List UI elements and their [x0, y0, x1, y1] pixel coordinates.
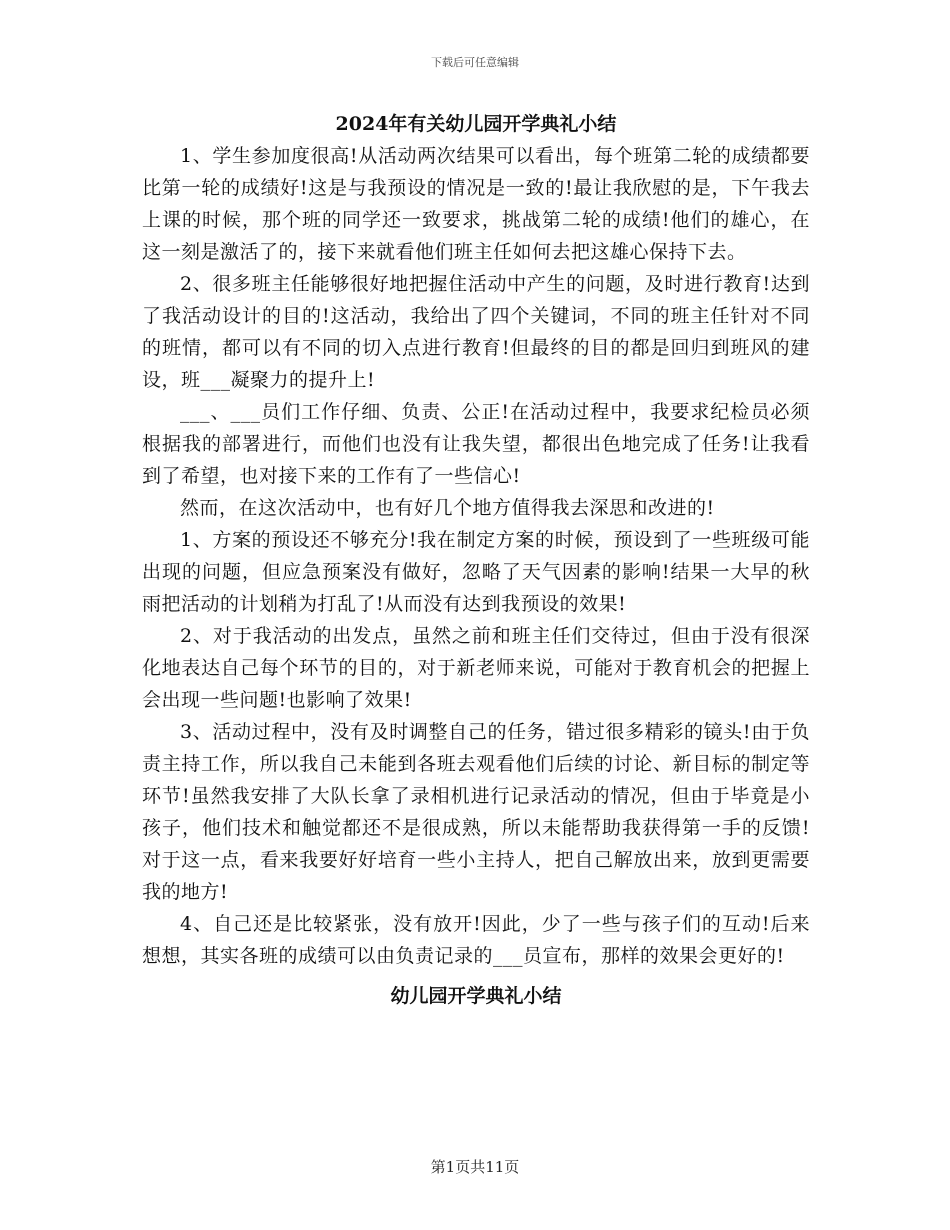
- document-body: [142, 108, 810, 1012]
- paragraph: 然而，在这次活动中，也有好几个地方值得我去深思和改进的!: [180, 497, 715, 519]
- paragraph: 4、自己还是比较紧张，没有放开!因此，少了一些与孩子们的互动!后来想想，其实各班的成绩可以由负责记录的___员宣布，那样的效果会更好的!: [142, 913, 810, 967]
- header-note: 下载后可任意编辑: [431, 56, 519, 69]
- section-title: 幼儿园开学典礼小结: [390, 985, 562, 1007]
- paragraph: 1、方案的预设还不够充分!我在制定方案的时候，预设到了一些班级可能出现的问题，但应急预案没有做好，忽略了天气因素的影响!结果一大早的秋雨把活动的计划稍为打乱了!从而没有达到我预设的效果!: [142, 529, 810, 615]
- paragraph: 1、学生参加度很高!从活动两次结果可以看出，每个班第二轮的成绩都要比第一轮的成绩好!这是与我预设的情况是一致的!最让我欣慰的是，下午我去上课的时候，那个班的同学还一致要求，挑战第二轮的成绩!他们的雄心，在这一刻是激活了的，接下来就看他们班主任如何去把这雄心保持下去。: [142, 145, 810, 263]
- paragraph: ___、___员们工作仔细、负责、公正!在活动过程中，我要求纪检员必须根据我的部署进行，而他们也没有让我失望，都很出色地完成了任务!让我看到了希望，也对接下来的工作有了一些信心!: [142, 401, 810, 487]
- paragraph: 3、活动过程中，没有及时调整自己的任务，错过很多精彩的镜头!由于负责主持工作，所以我自己未能到各班去观看他们后续的讨论、新目标的制定等环节!虽然我安排了大队长拿了录相机进行记录活动的情况，但由于毕竟是小孩子，他们技术和触觉都还不是很成熟，所以未能帮助我获得第一手的反馈!对于这一点，看来我要好好培育一些小主持人，把自己解放出来，放到更需要我的地方!: [142, 721, 810, 903]
- document-title: 2024年有关幼儿园开学典礼小结: [335, 113, 617, 135]
- paragraph: 2、对于我活动的出发点，虽然之前和班主任们交待过，但由于没有很深化地表达自己每个环节的目的，对于新老师来说，可能对于教育机会的把握上会出现一些问题!也影响了效果!: [142, 625, 810, 711]
- paragraph: 2、很多班主任能够很好地把握住活动中产生的问题，及时进行教育!达到了我活动设计的目的!这活动，我给出了四个关键词，不同的班主任针对不同的班情，都可以有不同的切入点进行教育!但最终的目的都是回归到班风的建设，班___凝聚力的提升上!: [142, 273, 810, 391]
- page-number: 第1页共11页: [430, 1158, 520, 1176]
